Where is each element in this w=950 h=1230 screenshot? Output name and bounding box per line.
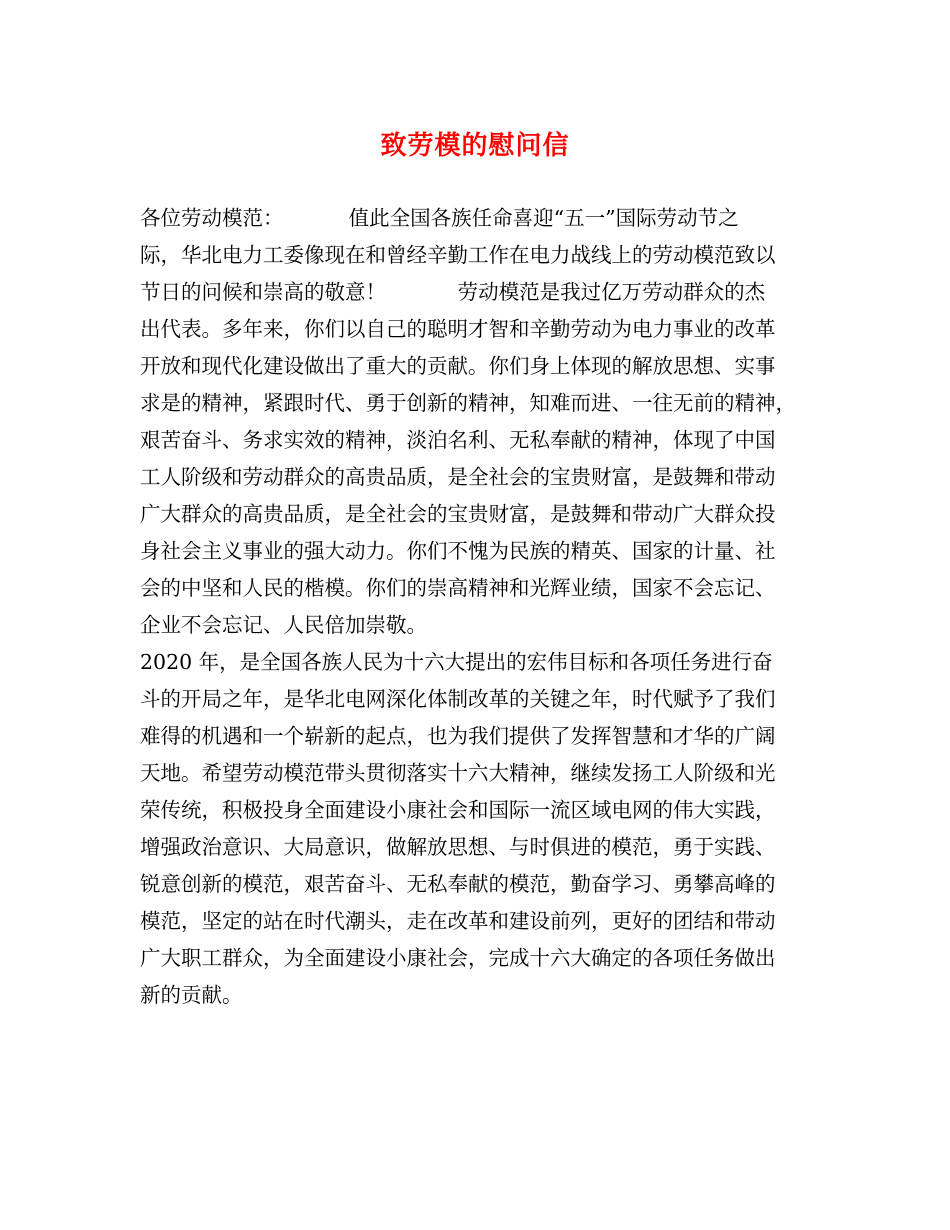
body-line: 新的贡献。 xyxy=(140,983,243,1007)
body-line: 斗的开局之年，是华北电网深化体制改革的关键之年，时代赋予了我们 xyxy=(140,687,776,711)
body-line: 求是的精神，紧跟时代、勇于创新的精神，知难而进、一往无前的精神， xyxy=(140,391,796,415)
body-line: 增强政治意识、大局意识，做解放思想、与时俱进的模范，勇于实践、 xyxy=(140,835,776,859)
body-line: 各位劳动模范： 值此全国各族任命喜迎“五一”国际劳动节之 xyxy=(140,206,739,230)
body-line: 企业不会忘记、人民倍加崇敬。 xyxy=(140,613,427,637)
body-line: 广大职工群众，为全面建设小康社会，完成十六大确定的各项任务做出 xyxy=(140,946,776,970)
body-line: 荣传统，积极投身全面建设小康社会和国际一流区域电网的伟大实践， xyxy=(140,798,776,822)
body-line: 际，华北电力工委像现在和曾经辛勤工作在电力战线上的劳动模范致以 xyxy=(140,243,776,267)
body-line: 广大群众的高贵品质，是全社会的宝贵财富，是鼓舞和带动广大群众投 xyxy=(140,502,776,526)
body-line: 身社会主义事业的强大动力。你们不愧为民族的精英、国家的计量、社 xyxy=(140,539,776,563)
body-line: 工人阶级和劳动群众的高贵品质，是全社会的宝贵财富，是鼓舞和带动 xyxy=(140,465,776,489)
body-line: 2020 年，是全国各族人民为十六大提出的宏伟目标和各项任务进行奋 xyxy=(140,650,773,674)
body-line: 节日的问候和崇高的敬意！ 劳动模范是我过亿万劳动群众的杰 xyxy=(140,280,766,304)
body-line: 模范，坚定的站在时代潮头，走在改革和建设前列，更好的团结和带动 xyxy=(140,909,776,933)
document-title: 致劳模的慰问信 xyxy=(380,131,570,161)
body-line: 会的中坚和人民的楷模。你们的崇高精神和光辉业绩，国家不会忘记、 xyxy=(140,576,776,600)
body-line: 艰苦奋斗、务求实效的精神，淡泊名利、无私奉献的精神，体现了中国 xyxy=(140,428,776,452)
body-line: 天地。希望劳动模范带头贯彻落实十六大精神，继续发扬工人阶级和光 xyxy=(140,761,776,785)
body-line: 锐意创新的模范，艰苦奋斗、无私奉献的模范，勤奋学习、勇攀高峰的 xyxy=(140,872,776,896)
body-line: 出代表。多年来，你们以自己的聪明才智和辛勤劳动为电力事业的改革 xyxy=(140,317,776,341)
body-line: 难得的机遇和一个崭新的起点，也为我们提供了发挥智慧和才华的广阔 xyxy=(140,724,776,748)
body-line: 开放和现代化建设做出了重大的贡献。你们身上体现的解放思想、实事 xyxy=(140,354,776,378)
